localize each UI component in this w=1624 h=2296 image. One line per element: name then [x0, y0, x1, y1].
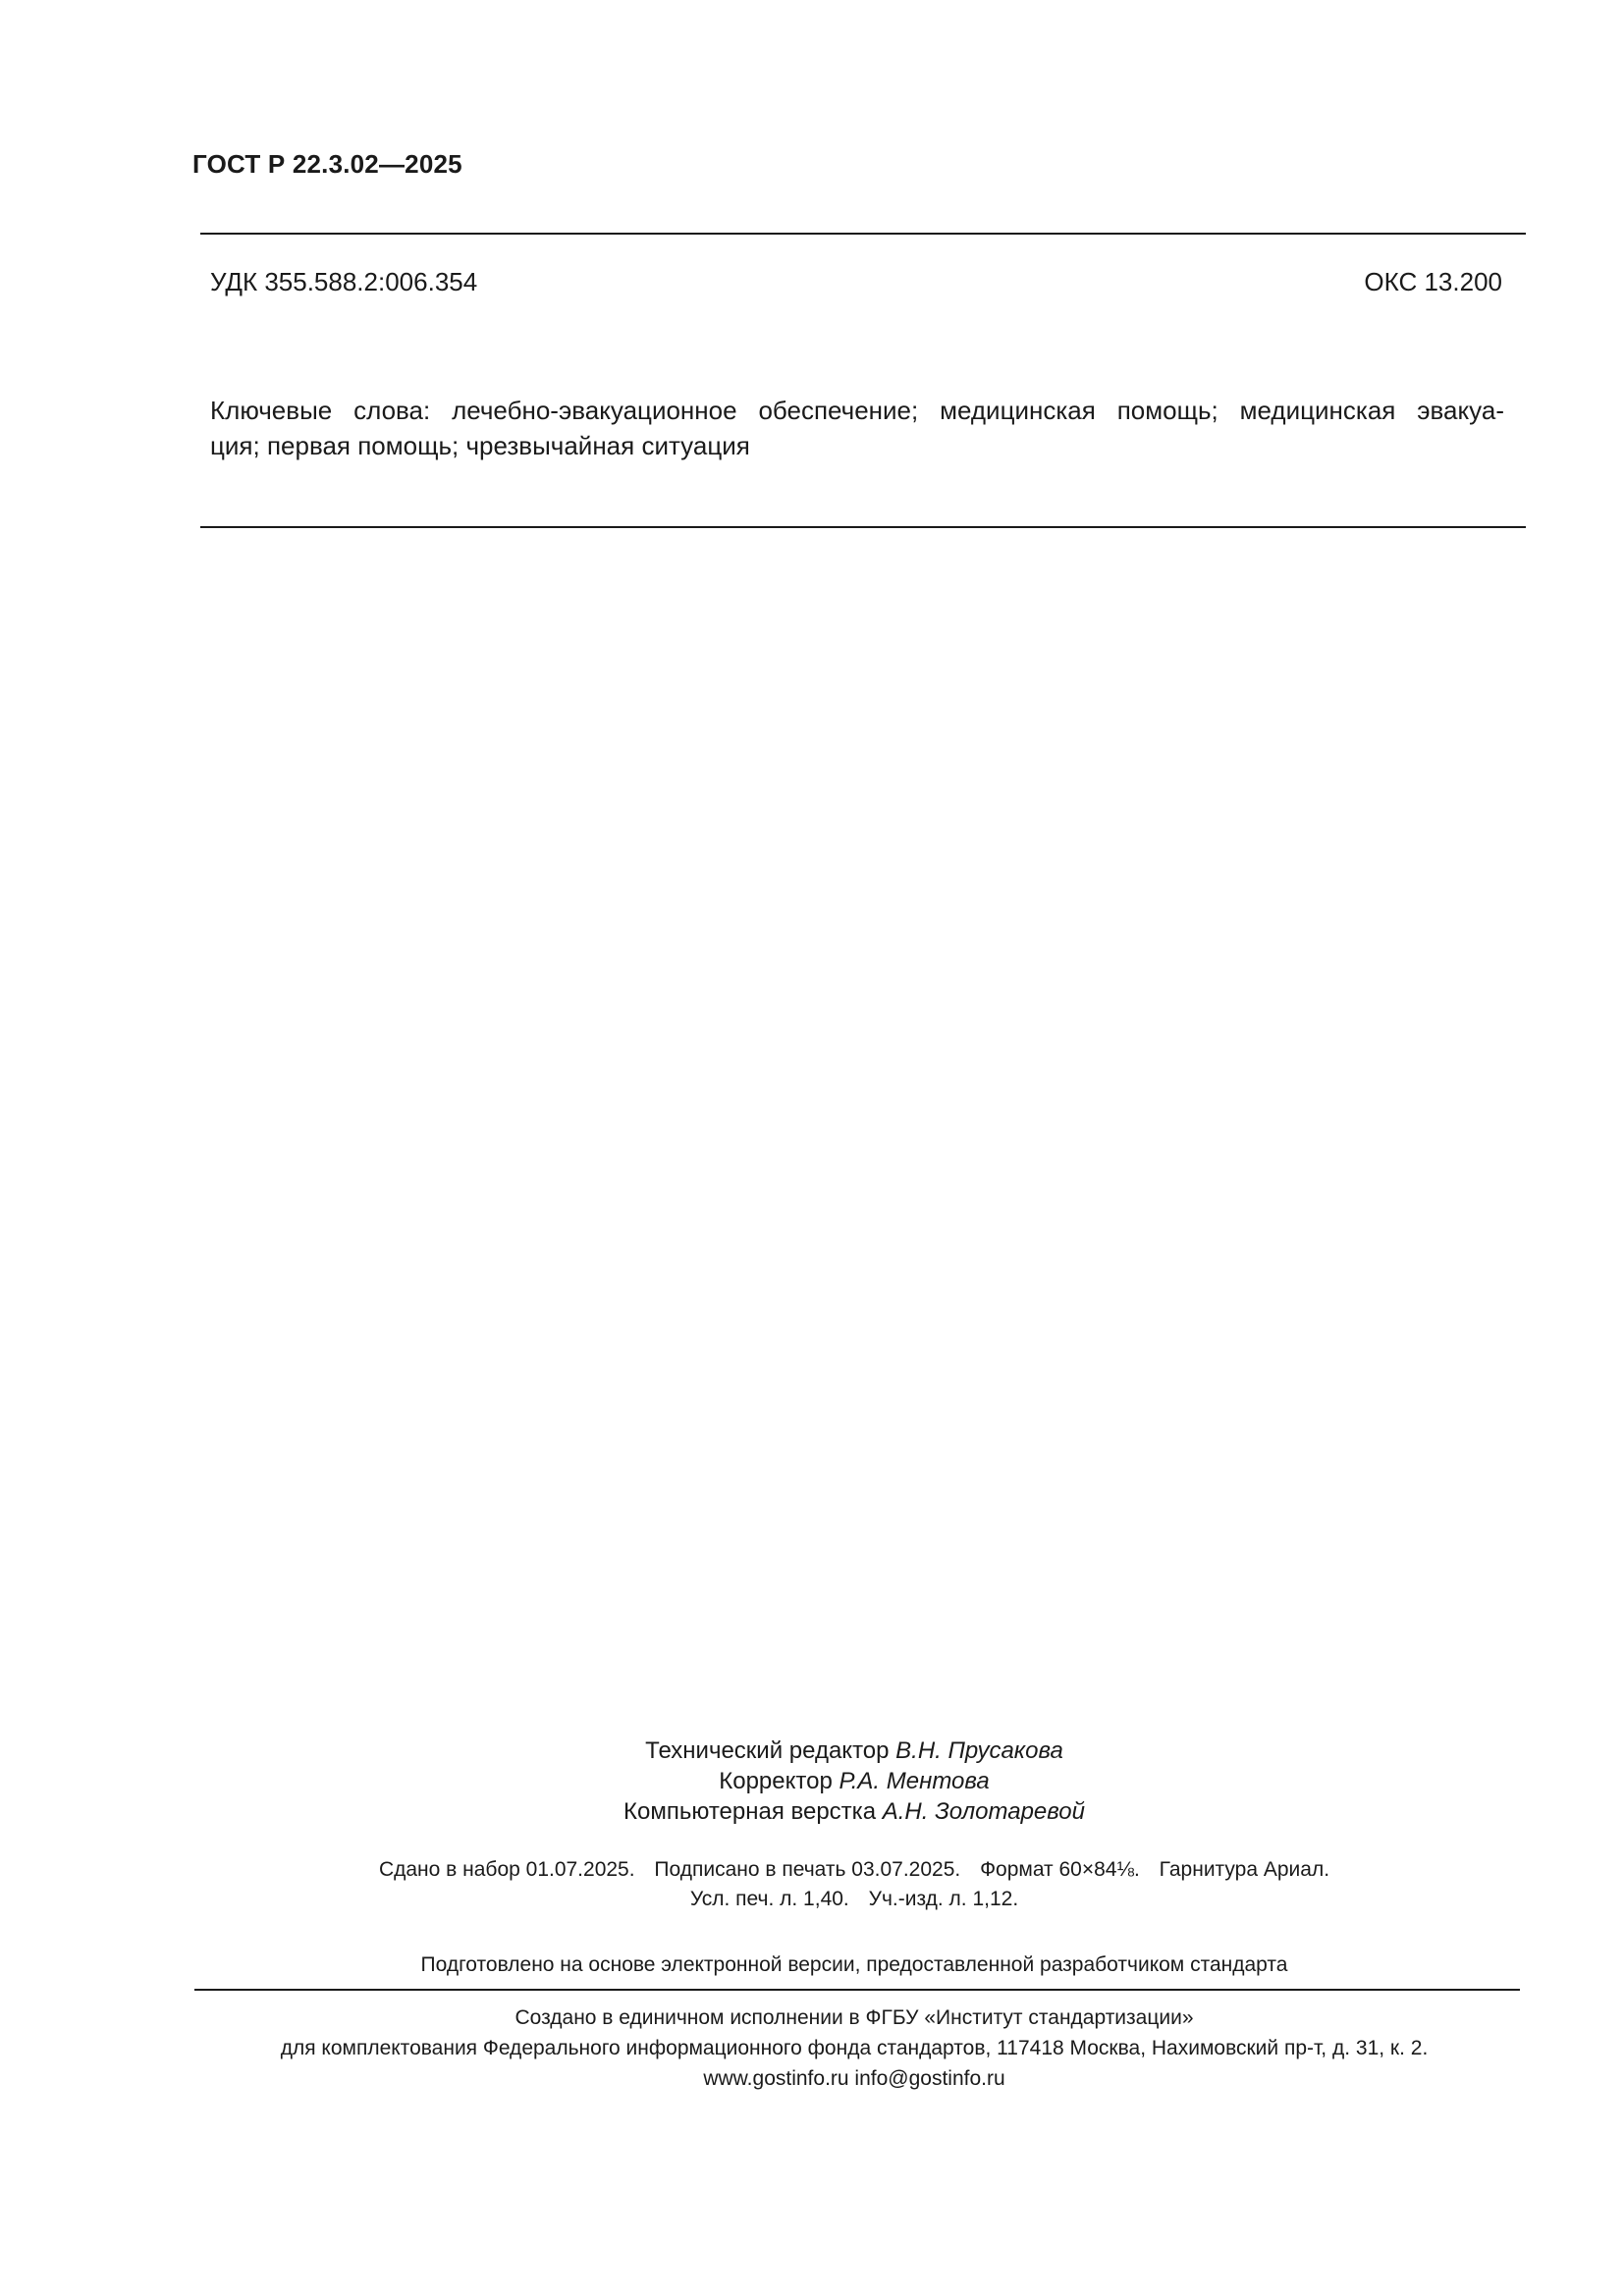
imprint-publisher-sheets: Уч.-изд. л. 1,12. [868, 1888, 1019, 1910]
editorial-credits [0, 1735, 1624, 1827]
imprint-typeset: Сдано в набор 01.07.2025. [378, 1858, 635, 1881]
credit-technical-editor [0, 1735, 1624, 1766]
credit-role: Корректор [719, 1768, 833, 1794]
credit-layout [0, 1796, 1624, 1827]
imprint-line-1 [0, 1855, 1624, 1885]
keywords-divider [200, 526, 1526, 528]
credit-role: Компьютерная верстка [623, 1798, 877, 1825]
imprint-print-sheets: Усл. печ. л. 1,40. [689, 1888, 849, 1910]
keywords-block [210, 393, 1504, 463]
footer-divider [194, 1989, 1520, 1991]
publisher-contacts [0, 2063, 1624, 2094]
credit-name: А.Н. Золотаревой [882, 1798, 1085, 1825]
publisher-line-1: Создано в единичном исполнении в ФГБУ «Институт стандартизации» [514, 2006, 1194, 2029]
imprint-format: Формат 60×84⅛. [980, 1858, 1140, 1881]
imprint-line-2 [0, 1885, 1624, 1914]
credit-name: Р.А. Ментова [839, 1768, 990, 1794]
publisher-website-link[interactable]: www.gostinfo.ru [703, 2067, 849, 2090]
prepared-note: Подготовлено на основе электронной версии, предоставленной разработчиком стандарта [420, 1953, 1288, 1976]
imprint-typeface: Гарнитура Ариал. [1159, 1858, 1330, 1881]
imprint-block [0, 1855, 1624, 1914]
publisher-email-link[interactable]: info@gostinfo.ru [854, 2067, 1005, 2090]
keywords-line-2: ция; первая помощь; чрезвычайная ситуация [210, 431, 750, 460]
udk-code: УДК 355.588.2:006.354 [210, 267, 478, 296]
credit-name: В.Н. Прусакова [895, 1737, 1063, 1764]
publisher-block [0, 2002, 1624, 2094]
credit-role: Технический редактор [645, 1737, 890, 1764]
publisher-line-2: для комплектования Федерального информационного фонда стандартов, 117418 Москва, Нахимовский пр-т, д. 31, к. 2. [280, 2037, 1429, 2059]
keywords-line-1: Ключевые слова: лечебно-эвакуационное обеспечение; медицинская помощь; медицинская эвакуа- [210, 396, 1504, 425]
top-divider [200, 233, 1526, 235]
oks-code: ОКС 13.200 [1364, 267, 1502, 296]
document-code: ГОСТ Р 22.3.02—2025 [192, 149, 462, 179]
credit-proofreader [0, 1766, 1624, 1796]
imprint-signed: Подписано в печать 03.07.2025. [654, 1858, 961, 1881]
